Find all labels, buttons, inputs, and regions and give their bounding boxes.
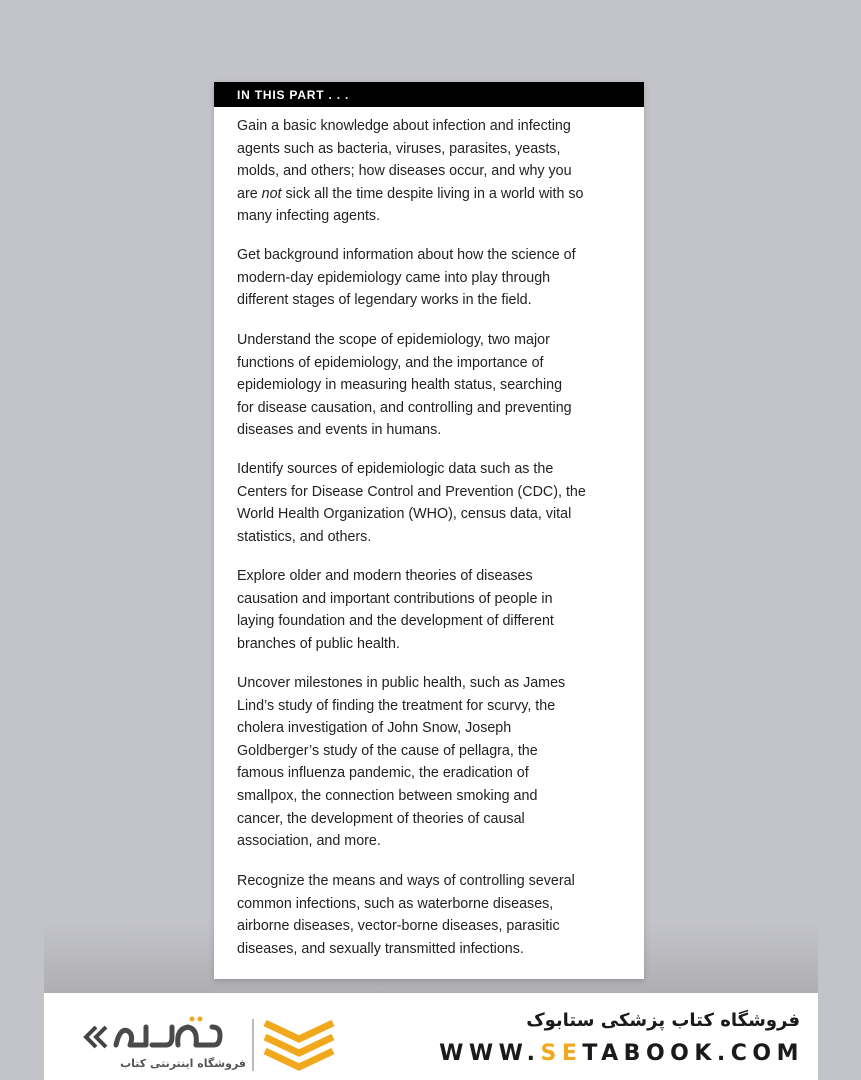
emphasis-not: not [261,185,282,202]
paragraph-2 [237,244,622,312]
chevron-stack-logo-icon [261,1017,337,1073]
paragraph-line: modern-day epidemiology came into play through [237,269,551,286]
paragraph-line: for disease causation, and controlling and preventing [237,399,572,416]
logo-divider [252,1019,254,1071]
paragraph-line: cholera investigation of John Snow, Joseph [237,720,512,737]
paragraph-line: statistics, and others. [237,528,372,545]
paragraph-line: famous influenza pandemic, the eradication of [237,765,529,782]
store-url [439,1041,804,1066]
paragraph-line: Get background information about how the science of [237,247,576,263]
paragraph-line: World Health Organization (WHO), census data, vital [237,506,572,523]
paragraph-line: molds, and others; how diseases occur, and why you [237,163,572,180]
store-name: فروشگاه کتاب پزشکی ستابوک [526,1010,800,1031]
paragraph-line: causation and important contributions of people in [237,590,553,607]
paragraph-5 [237,565,622,655]
url-prefix: WWW. [439,1041,541,1066]
paragraph-line: Lind’s study of finding the treatment for scurvy, the [237,697,556,714]
paragraph-line: cancer, the development of theories of causal [237,810,525,827]
paragraph-line: smallpox, the connection between smoking and [237,787,538,804]
url-suffix: TABOOK.COM [582,1041,804,1066]
paragraph-line: branches of public health. [237,635,400,652]
paragraph-7 [237,870,622,960]
paragraph-line: Understand the scope of epidemiology, two major [237,332,550,348]
paragraph-line: diseases and events in humans. [237,422,442,439]
paragraph-line: Recognize the means and ways of controlling several [237,873,575,889]
paragraph-line: diseases, and sexually transmitted infections. [237,940,524,957]
paragraph-line: many infecting agents. [237,208,381,225]
section-header-text: IN THIS PART . . . [237,88,350,102]
section-header-bar [214,82,644,107]
paragraph-line: Goldberger’s study of the cause of pellagra, the [237,742,538,759]
paragraph-line: association, and more. [237,833,381,850]
paragraph-line: Centers for Disease Control and Prevention (CDC), the [237,483,586,500]
url-accent: SE [540,1041,583,1066]
paragraph-line: Gain a basic knowledge about infection and infecting [237,118,571,134]
paragraph-line: agents such as bacteria, viruses, parasites, yeasts, [237,140,561,157]
watermark-footer [44,993,818,1080]
paragraph-1 [237,115,622,228]
paragraph-line: Explore older and modern theories of diseases [237,568,533,584]
paragraph-line-start: are [237,185,262,202]
paragraph-line: airborne diseases, vector-borne diseases, parasitic [237,918,560,935]
setabook-brand-logo-icon [82,1015,250,1073]
paragraph-line: different stages of legendary works in the field. [237,292,532,309]
paragraph-line: functions of epidemiology, and the importance of [237,354,544,371]
brand-tagline: فروشگاه اینترنتی کتاب [120,1057,246,1070]
paragraph-6 [237,672,622,853]
paragraph-line: Identify sources of epidemiologic data such as the [237,461,554,477]
paragraph-line-end: sick all the time despite living in a world with so [281,185,584,202]
paragraph-4 [237,458,622,548]
paragraph-3 [237,329,622,442]
paragraph-line: Uncover milestones in public health, such as James [237,675,566,691]
book-page [214,82,644,979]
paragraph-line: common infections, such as waterborne diseases, [237,895,554,912]
paragraph-line: epidemiology in measuring health status, searching [237,377,563,394]
paragraph-line: laying foundation and the development of different [237,613,554,630]
